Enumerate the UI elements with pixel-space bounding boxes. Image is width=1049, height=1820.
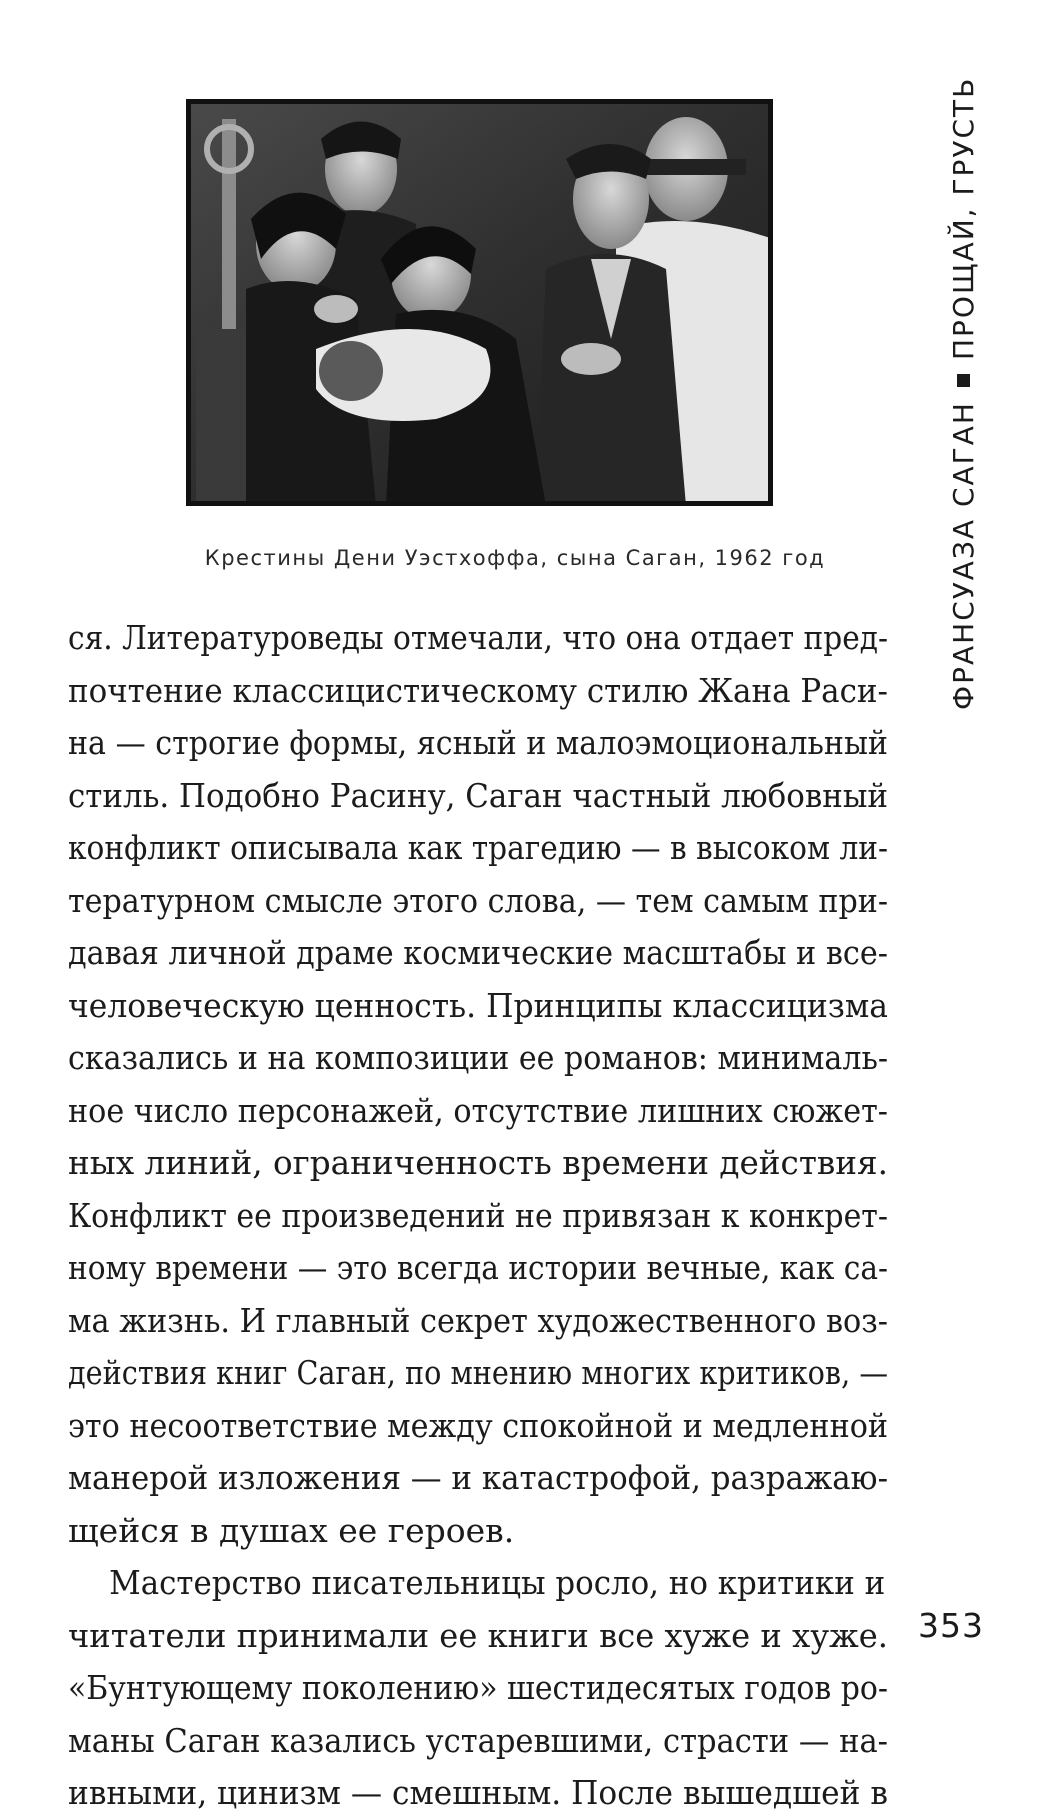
text-line: ному времени — это всегда истории вечные, как са-: [68, 1248, 888, 1287]
running-head-text: [934, 76, 994, 710]
text-line: конфликт описывала как трагедию — в высоком ли-: [68, 828, 888, 867]
text-line: ся. Литературоведы отмечали, что она отдает пред-: [68, 618, 888, 657]
text-line: действия книг Саган, по мнению многих критиков, —: [68, 1353, 888, 1392]
running-head-author: ФРАНСУАЗА САГАН: [947, 401, 980, 710]
photo-caption: Крестины Дени Уэстхоффа, сына Саган, 1962 год: [204, 546, 826, 570]
square-separator-icon: [957, 374, 970, 387]
text-line: ное число персонажей, отсутствие лишних сюжет-: [68, 1090, 888, 1130]
text-line: манерой изложения — и катастрофой, разражаю-: [68, 1458, 888, 1497]
text-line: человеческую ценность. Принципы классицизма: [68, 985, 888, 1025]
text-line: «Бунтующему поколению» шестидесятых годов ро-: [68, 1668, 888, 1707]
page-number: 353: [918, 1606, 984, 1645]
running-head: [934, 76, 994, 710]
running-head-title: ПРОЩАЙ, ГРУСТЬ: [947, 76, 980, 361]
text-line: давая личной драме космические масштабы и все-: [68, 933, 888, 972]
text-line: на — строгие формы, ясный и малоэмоциональный: [68, 723, 888, 762]
text-line: Конфликт ее произведений не привязан к конкрет-: [68, 1195, 888, 1235]
text-line: ма жизнь. И главный секрет художественного воз-: [68, 1300, 888, 1340]
text-line: стиль. Подобно Расину, Саган частный любовный: [68, 775, 888, 815]
body-text: [68, 612, 888, 1820]
photo-image: [186, 99, 773, 506]
baptism-photo: [186, 99, 773, 506]
text-line: ивными, цинизм — смешным. После вышедшей в: [68, 1773, 888, 1812]
text-line: читатели принимали ее книги все хуже и хуже.: [68, 1615, 888, 1655]
text-line: почтение классицистическому стилю Жана Раси-: [68, 670, 888, 710]
text-line: Мастерство писательницы росло, но критики и: [109, 1563, 886, 1602]
text-line: щейся в душах ее героев.: [68, 1510, 515, 1550]
text-line: тературном смысле этого слова, — тем самым при-: [68, 880, 888, 920]
text-line: это несоответствие между спокойной и медленной: [68, 1405, 888, 1445]
text-line: сказались и на композиции ее романов: минималь-: [68, 1038, 888, 1077]
text-line: маны Саган казались устаревшими, страсти — на-: [68, 1720, 888, 1760]
text-line: ных линий, ограниченность времени действия.: [68, 1143, 888, 1182]
